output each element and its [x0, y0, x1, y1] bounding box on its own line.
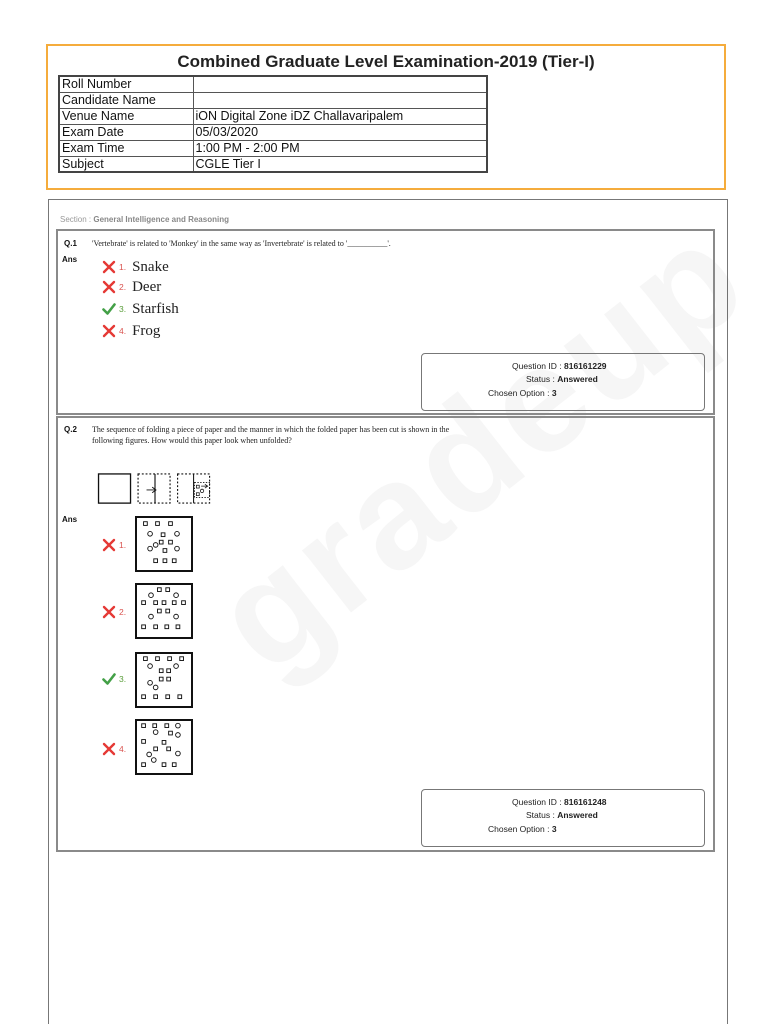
meta-value: Answered: [557, 374, 598, 384]
wrong-cross-icon: [102, 538, 116, 552]
option-number: 1.: [119, 540, 127, 550]
option-number: 1.: [119, 262, 127, 272]
meta-value: 3: [551, 388, 557, 398]
meta-label: Chosen Option :: [488, 388, 550, 398]
info-row: [59, 140, 487, 156]
candidate-info-table: [58, 75, 488, 173]
info-value: [193, 76, 487, 92]
question-text: 'Vertebrate' is related to 'Monkey' in the same way as 'Invertebrate' is related to '__________'.: [92, 239, 391, 248]
info-label: Roll Number: [59, 76, 193, 92]
option-2: [102, 278, 161, 296]
correct-check-icon: [102, 302, 116, 316]
option-number: 2.: [119, 282, 127, 292]
info-label: Exam Date: [59, 124, 193, 140]
question-text-line-2: following figures. How would this paper look when unfolded?: [92, 436, 292, 445]
option-text: Snake: [132, 258, 169, 275]
option-number: 4.: [119, 326, 127, 336]
section-label: [60, 215, 229, 224]
option-3: [102, 300, 179, 318]
option-figure-4: [135, 719, 193, 775]
meta-label: Status :: [526, 374, 555, 384]
question-text-line-1: The sequence of folding a piece of paper and the manner in which the folded paper has been cut is shown in the: [92, 425, 450, 434]
info-value: [193, 92, 487, 108]
paper-folding-sequence: [94, 473, 216, 505]
option-text: Deer: [132, 278, 162, 295]
meta-value: 816161248: [563, 797, 607, 807]
wrong-cross-icon: [102, 280, 116, 294]
info-row: [59, 124, 487, 140]
section-prefix: Section :: [60, 215, 92, 224]
option-figure-3: [135, 652, 193, 708]
meta-label: Chosen Option :: [488, 824, 550, 834]
wrong-cross-icon: [102, 605, 116, 619]
wrong-cross-icon: [102, 260, 116, 274]
wrong-cross-icon: [102, 324, 116, 338]
option-number: 3.: [119, 304, 127, 314]
answer-label: Ans: [62, 255, 78, 264]
option-3: [102, 670, 126, 688]
option-4: [102, 322, 160, 340]
info-value: 1:00 PM - 2:00 PM: [193, 140, 487, 156]
question-number: Q.2: [64, 425, 77, 434]
info-label: Exam Time: [59, 140, 193, 156]
option-1: [102, 258, 169, 276]
info-value: 05/03/2020: [193, 124, 487, 140]
section-name: General Intelligence and Reasoning: [93, 215, 229, 224]
question-number: Q.1: [64, 239, 77, 248]
option-2: [102, 603, 126, 621]
option-text: Starfish: [132, 300, 179, 317]
option-1: [102, 536, 126, 554]
info-label: Candidate Name: [59, 92, 193, 108]
question-meta-box: [421, 353, 705, 411]
chosen-option: [488, 388, 557, 398]
exam-title: Combined Graduate Level Examination-2019 (Tier-I): [177, 52, 595, 71]
option-figure-2: [135, 583, 193, 639]
meta-label: Status :: [526, 810, 555, 820]
meta-value: 816161229: [563, 361, 607, 371]
meta-value: Answered: [557, 810, 598, 820]
info-value: CGLE Tier I: [193, 156, 487, 172]
wrong-cross-icon: [102, 742, 116, 756]
exam-header: [46, 44, 726, 190]
info-label: Venue Name: [59, 108, 193, 124]
meta-value: 3: [551, 824, 557, 834]
chosen-option: [488, 824, 557, 834]
option-text: Frog: [132, 322, 161, 339]
option-number: 3.: [119, 674, 127, 684]
question-id: [512, 797, 607, 807]
meta-label: Question ID :: [512, 797, 562, 807]
option-figure-1: [135, 516, 193, 572]
option-number: 2.: [119, 607, 127, 617]
question-meta-box: [421, 789, 705, 847]
meta-label: Question ID :: [512, 361, 562, 371]
info-row: [59, 108, 487, 124]
correct-check-icon: [102, 672, 116, 686]
info-row: [59, 92, 487, 108]
question-status: [526, 810, 598, 820]
answer-label: Ans: [62, 515, 78, 524]
info-row: [59, 156, 487, 172]
question-status: [526, 374, 598, 384]
option-4: [102, 740, 126, 758]
info-row: [59, 76, 487, 92]
info-value: iON Digital Zone iDZ Challavaripalem: [193, 108, 487, 124]
info-label: Subject: [59, 156, 193, 172]
question-id: [512, 361, 607, 371]
option-number: 4.: [119, 744, 127, 754]
